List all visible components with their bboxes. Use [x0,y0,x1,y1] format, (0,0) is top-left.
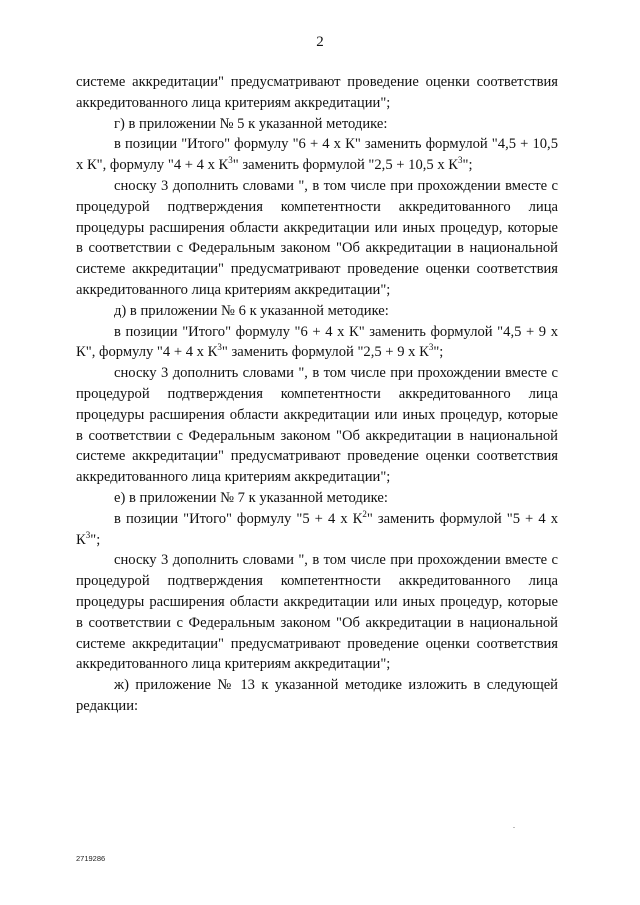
formula-text: "; [462,157,473,174]
formula-text: " заменить формулой "5 + 4 x К [76,510,558,548]
item-g-footnote-change: сноску 3 дополнить словами ", в том числе при прохождении вместе с процедурой подтверждения компетентности аккредитованного лица процедуры расширения области аккредитации или иных процедур, которые в соответствии с Федеральным законом "Об аккредитации в национальной системе аккредитации" предусматривают проведение оценки соответствия аккредитованного лица критериям аккредитации"; [76,177,558,298]
paragraph-continuation: системе аккредитации" предусматривают проведение оценки соответствия аккредитованного лица критериям аккредитации"; [76,74,558,111]
formula-text: "; [90,531,101,548]
scan-speck [513,827,515,828]
exponent: 3 [217,342,222,353]
item-g-formula-change [76,134,558,176]
formula-text: в позиции "Итого" формулу "6 + 4 x К" заменить формулой "4,5 + 9 x К", формулу "4 + 4 x К [76,323,558,361]
exponent: 3 [228,155,233,166]
page-number: 2 [316,34,324,50]
formula-text: " заменить формулой "2,5 + 10,5 x К [232,157,459,174]
item-e-footnote-change: сноску 3 дополнить словами ", в том числе при прохождении вместе с процедурой подтверждения компетентности аккредитованного лица процедуры расширения области аккредитации или иных процедур, которые в соответствии с Федеральным законом "Об аккредитации в национальной системе аккредитации" предусматривают проведение оценки соответствия аккредитованного лица критериям аккредитации"; [76,552,558,673]
exponent: 3 [428,342,434,353]
item-d-footnote-change: сноску 3 дополнить словами ", в том числе при прохождении вместе с процедурой подтверждения компетентности аккредитованного лица процедуры расширения области аккредитации или иных процедур, которые в соответствии с Федеральным законом "Об аккредитации в национальной системе аккредитации" предусматривают проведение оценки соответствия аккредитованного лица критериям аккредитации"; [76,365,558,486]
exponent: 3 [458,155,463,166]
item-g-heading: г) в приложении № 5 к указанной методике: [114,115,388,132]
formula-text: в позиции "Итого" формулу "5 + 4 x К [114,510,363,527]
item-e-formula-change [76,509,558,551]
item-d-heading: д) в приложении № 6 к указанной методике: [114,302,389,319]
document-code: 2719286 [76,854,106,863]
formula-text: "; [433,344,444,361]
document-body [76,72,558,717]
formula-text: в позиции "Итого" формулу "6 + 4 x К" заменить формулой "4,5 + 10,5 x К", формулу "4 + 4 x К [76,136,558,174]
item-d-formula-change [76,322,558,364]
formula-text: " заменить формулой "2,5 + 9 x К [221,344,429,361]
exponent: 2 [362,508,367,519]
exponent: 3 [85,529,91,540]
item-zh-heading: ж) приложение № 13 к указанной методике изложить в следующей редакции: [76,677,558,714]
item-e-heading: е) в приложении № 7 к указанной методике: [114,489,388,506]
